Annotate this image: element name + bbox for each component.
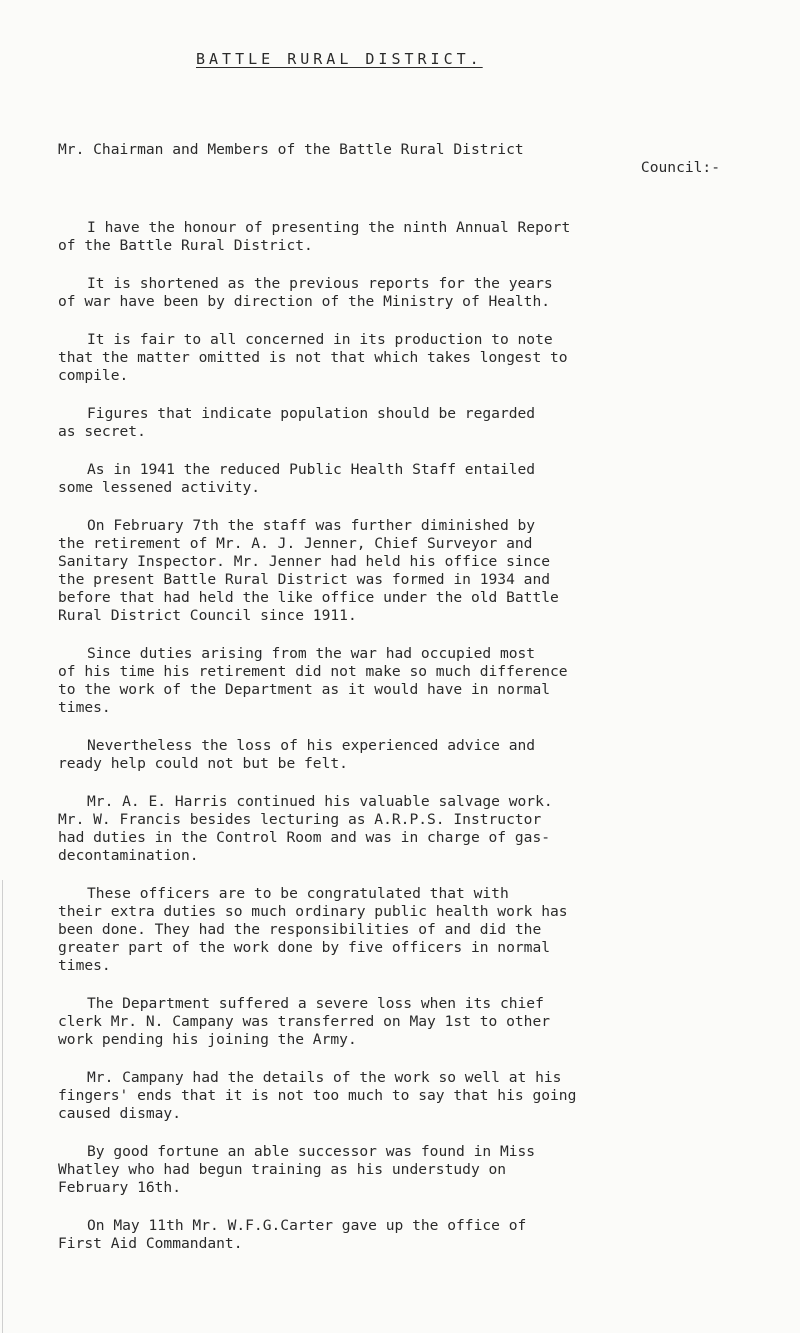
paragraph-1: I have the honour of presenting the ninth Annual Report of the Battle Rural District. [58, 219, 571, 254]
paragraph-6: On February 7th the staff was further diminished by the retirement of Mr. A. J. Jenner, Chief Surveyor and Sanitary Inspector. Mr. Jenner had held his office since the present Battle Rural District was formed in 1934 and before that had held the like office under the old Battle Rural District Council since 1911. [58, 517, 559, 624]
salutation-line-1: Mr. Chairman and Members of the Battle Rural District [58, 141, 524, 158]
paragraph-5: As in 1941 the reduced Public Health Staff entailed some lessened activity. [58, 461, 536, 496]
report-body [58, 123, 778, 1273]
salutation-line-2: Council:- [640, 159, 720, 176]
document-heading: BATTLE RURAL DISTRICT. [196, 50, 483, 68]
paragraph-7: Since duties arising from the war had occupied most of his time his retirement did not make so much difference to the work of the Department as it would have in normal times. [58, 645, 568, 716]
salutation [58, 123, 778, 195]
paragraph-13: By good fortune an able successor was found in Miss Whatley who had begun training as his understudy on February 16th. [58, 1143, 536, 1196]
paragraph-14: On May 11th Mr. W.F.G.Carter gave up the office of First Aid Commandant. [58, 1217, 527, 1252]
paragraph-9: Mr. A. E. Harris continued his valuable salvage work. Mr. W. Francis besides lecturing as A.R.P.S. Instructor had duties in the Control Room and was in charge of gas- decontamination. [58, 793, 553, 864]
paragraph-10: These officers are to be congratulated that with their extra duties so much ordinary public health work has been done. They had the responsibilities of and did the greater part of the work done by five officers in normal times. [58, 885, 568, 974]
paragraph-8: Nevertheless the loss of his experienced advice and ready help could not but be felt. [58, 737, 536, 772]
page-edge-line [2, 880, 3, 1333]
paragraph-11: The Department suffered a severe loss when its chief clerk Mr. N. Campany was transferred on May 1st to other work pending his joining the Army. [58, 995, 551, 1048]
paragraph-3: It is fair to all concerned in its production to note that the matter omitted is not that which takes longest to compile. [58, 331, 568, 384]
paragraph-2: It is shortened as the previous reports for the years of war have been by direction of the Ministry of Health. [58, 275, 553, 310]
paragraph-12: Mr. Campany had the details of the work so well at his fingers' ends that it is not too much to say that his going caused dismay. [58, 1069, 577, 1122]
paragraph-4: Figures that indicate population should be regarded as secret. [58, 405, 536, 440]
